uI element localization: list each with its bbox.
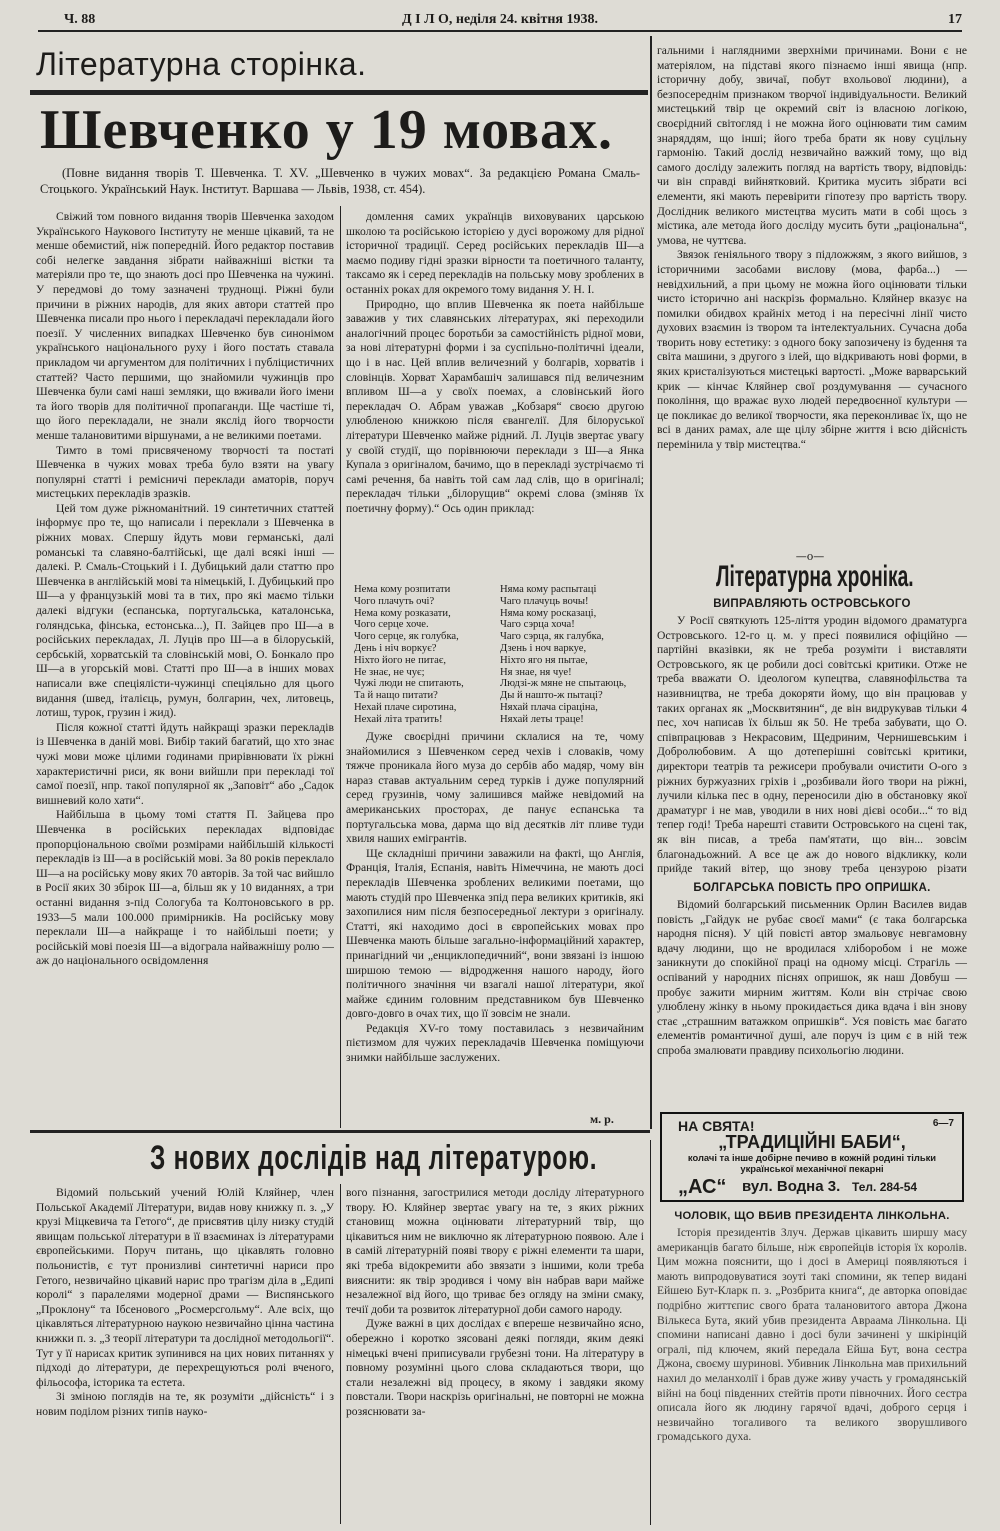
poem-line: Ніхто його не питає, — [354, 654, 447, 666]
paragraph: Відомий польський учений Юлій Кляйнер, член Польської Академії Літератури, видав нову книжку п. з. „У крузі Міцкевича та Гетого“, де присвятив цілу низку студій явищам польської літератури в її взаєминах із літературами європейськими. Поруч питань, що цікавлять головно польонистів, є тут пронизливі синтетичні нариси про Гетого, незвичайно цікавий нарис про трагізм діла в „Едипі королі“ з паралелями модерної драми — Виспянського „Проклону“ та Ібсенового „Росмерсгольму“. Але всіх, що цікавляться літературною наукою незвичайно цінна частина книжки п. з. „З теорії літератури та дослідної методольогії“. Тут у її нарисах критик зупинився на цих нових питаннях у підході до літератури, де перехрещуються ролі вченого, фільософа, історика та естета. — [36, 1186, 334, 1389]
research-column-1 — [36, 1186, 334, 1524]
poem-line: Няхай плача сіраціна, — [500, 701, 598, 713]
poem-belarusian — [496, 584, 642, 726]
poem-ukrainian — [350, 584, 496, 726]
bottom-section-rule — [30, 1130, 650, 1133]
column-divider-bottom-right — [650, 1140, 651, 1525]
column-divider-right — [650, 36, 652, 1129]
lincoln-title: ЧОЛОВІК, ЩО ВБИВ ПРЕЗИДЕНТА ЛІНКОЛЬНА. — [674, 1210, 950, 1222]
ad-address: вул. Водна 3. — [742, 1178, 841, 1195]
poem-line: Нехай плаче сиротина, — [354, 701, 457, 713]
paragraph: Тимто в томі присвяченому творчості та постаті Шевченка в чужих мовах треба було взяти на увагу популярні статті і ремісничі переклади аматорів, поруч мистецьких перекладів зразків. — [36, 443, 334, 501]
chronicle-item-1-text: У Росії святкують 125-ліття уродин відомого драматурга Островського. 12-го ц. м. у пресі появилися офіційно — партійні вказівки, як не треба розуміти і виставляти Островського, як це робили досі совітські критики. Отже не треба вважати О. ідеологом купецтва, славянофільства та називництва, не треба докоряти йому, що він працював у таких органах як „Москвитянин“, де він видрукував тільки 4 пес, хоч написав їх більш як 50. Не треба забувати, що О. співпрацював з Некрасовим, Щедриним, Чернишевським і Добролюбовим. А що дотеперішні совітські критики, директори театрів та режисери пробували очистити О-ого з ріжних буржуазних гріхів і „розбивали його твори на ріжні, лучили кілька пес в одну, переносили дію в обстановку якої драматург і не мав, уводили в них нові дієві особи...“ то від тепер годі! Треба нарешті ставити Островського на сцені так, як він писав, а треба пам'ятати, що він... зовсім благонадьожний. А все це аж до нового відкликку, коли прийде такий вітер, що знову треба цензурою різати — [657, 614, 967, 876]
paragraph: гальними і наглядними зверхніми причинами. Вони є не матеріялом, на підставі якого пізнаємо інші явища (нпр. історичну добу, звичаї, побут вхольової людини), а безпосереднім признаком творчої індивідуальности. Великий мистецький твір це окремий світ із власною логікою, своєрідний світогляд і не можна його оцінювати тим самим знаряддям, що інші; його треба брати як нову суцільну гармонію. Такий дослід незвичайно важкий тому, що від самого досліду залежить погляд на вартість твору, відповідь: чи він справді вийнятковий. Критика мусить зібрати всі елементи, які мають перевірити гіпотезу про вартість твору. Дослідник великого мистецтва мусить мати в собі щось з містика, але метода його досліду мусить бути „раціональна“, умова, не чуттєва. — [657, 44, 967, 247]
ad-description: колачі та інше добірне печиво в кожній родині тільки української механічної пекарні — [687, 1152, 937, 1174]
poem-line: Няма кому росказаці, — [500, 607, 597, 619]
paragraph: Природно, що вплив Шевченка як поета найбільше заважив у тих славянських літературах, які переходили аналогічний процес боротьби за самостійність рідної мови, за нові літературні форми і за суспільно-політичні ідеали, що і в нас. Цей вплив величезний у болгарів, хорватів і словінців. Хорват Харамбашіч залишався під величезним впливом Ш—а у своїх поемах, а словінський його перекладач О. Абрам уважав „Кобзаря“ своєю другою улюбленою книжкою після євангелії. Для білоруської літератури Шевченко майже рідний. Л. Луців звертає увагу у своїй студії, що порівнюючи переклади з Ш—а Янка Купала з оригіналом, бачимо, що в перекладі зустрічаємо ті самі речення, ба навіть той сам лад слів, що в оригіналі; перекладач тільки „білорущив“ окремі слова (зміняв їх поетичну форму).“ Ось один приклад: — [346, 297, 644, 515]
chronicle-title: Літературна хроніка. — [716, 560, 914, 593]
poem-line: День і ніч воркує? — [354, 642, 437, 654]
chronicle-item-2-text: Відомий болгарський письменник Орлин Василев видав повість „Гайдук не рубає своєї мами“ (є така болгарська народня пісня). У цій повісті автор змальовує невгамовну вдачу людини, що не вродилася хліборобом і не може заникнути до спокійної праці на одному місці. Страгіль — оспіваний у народних піснях опришок, як наш Довбуш — пробує зажити мирним життям. Коли він стрічає свою улюблену жінку в ньому прокидається дика вдача і він знову стає „страшним ватажком опришків“. Уся повість має багато елементів романтичної душі, але поруч із цим є в ній теж спроба змалювати правдиву психольогію людини. — [657, 898, 967, 1057]
paragraph: Дуже важні в цих дослідах є впереше незвичайно ясно, обережно і коротко зясовані деякі погляди, яким деякі німецькі вчені приписували грубезні тони. На літературу в повному розумінні цього слова складаються твори, що стали незалежні від процесу, в якому і завдяки якому повстали. Твори наскрізь оригінальні, не повторні не можна розяснювати за- — [346, 1317, 644, 1418]
poem-line: Ды й нашто-ж пытаці? — [500, 690, 603, 702]
article-column-3 — [657, 44, 967, 549]
poem-line: Чого серце, як голубка, — [354, 631, 459, 643]
article-column-2 — [346, 210, 644, 582]
author-signature: м. р. — [590, 1112, 614, 1126]
poem-line: Дзень і ноч варкуе, — [500, 642, 587, 654]
paragraph: домлення самих українців виховуваних царською школою та російською історією у дусі ворожому для рідної історичної традиції. Серед російських перекладів Ш—а маємо подиву гідні зразки вірности та поетичного таланту, таксамо як і серед перекладів на польську мову зроблених в останніх роках для окремого тому видання У. Н. І. — [346, 210, 644, 296]
poem-comparison — [350, 584, 642, 726]
section-title: Літературна сторінка. — [36, 46, 367, 82]
end-mark: —о— — [795, 550, 825, 563]
paragraph: Свіжий том повного видання творів Шевченка заходом Українського Наукового Інституту не менше цікавий, та не менше обемистий, ніж попередній. Його редактор поставив собі нелегке завдання зібрати найважніші вістки та матеріяли про те, що знають досі про Шевченка на чужині. У передмові до тому зазначені труднощі. Ріжні були причини в ріжних народів, для яких автори статтей про Шевченка писали про нього і перекладачі перекладали його поезії. У численних випадках Шевченко був синонімом українського національного руху і його постать ставала прикладом чи аргументом для політичних і публіцистичних статтей? Часто першими, що знайомили чужинців про Шевченка були самі наші земляки, що вживали його імени та його творів для політичної пропаганди. Ще частіше ті, що його перекладали, не знали якслід його творчости менше талановитими віршунами, а не великими поетами. — [36, 210, 334, 442]
poem-line: Нема кому розпитати — [354, 584, 451, 595]
column-divider-left — [340, 206, 341, 1128]
poem-line: Чужі люди не спитають, — [354, 678, 464, 690]
research-column-2 — [346, 1186, 644, 1524]
poem-line: Та й нащо питати? — [354, 690, 438, 702]
research-headline: З нових дослідів над літературою. — [150, 1139, 598, 1177]
chronicle-item-2-title: БОЛГАРСЬКА ПОВІСТЬ ПРО ОПРИШКА. — [693, 882, 931, 894]
section-rule — [30, 90, 648, 95]
poem-line: Няма кому распытаці — [500, 584, 597, 595]
bakery-advertisement — [660, 1112, 964, 1202]
lincoln-text: Історія президентів Злуч. Держав цікавить ширшу масу американців багато більше, ніж європейців історія їх королів. Цим можна пояснити, що і досі в Америці появляються і мають випродовуватися зоуті такі спомини, як тепер видані Ейшею Бут-Кларк п. з. „Розбрита книга“, де авторка оповідає подрібно життєпис свого брата талановитого автора Джона Вількеса Бута, який убив президента Авраама Лінкольна. Ці спомини написані давно і досі були зачинені у шкірінцій огралі, під ключем, який передала Ейша Бут, вона сестра Джона, своєму шуринові. Убивник Лінкольна мав прихильний нахил до меланхолії і брав дуже живу участь у громадянській війні на боці південних стейтів проти півночних. Його сестра описала його як людину гарячої вдачі, доброго серця і незвичайно тогаливого та великого зворушливого громадського духа. — [657, 1226, 967, 1444]
ad-product: „ТРАДИЦІЙНІ БАБИ“, — [718, 1132, 906, 1152]
ad-phone: Тел. 284-54 — [852, 1180, 918, 1194]
paragraph: Звязок ґеніяльного твору з підложжям, з якого вийшов, з історичними засобами вислову (мова, фарба...) — невідхильний, а при цьому не можна його оцінювати тільки чисто історично ані наскрізь формально. Кляйнер вказує на помилки обидвох крайніх метод і на пересічні лінії чисто духових взаємин із твором та інтелектуальних. Сучасна доба творить нову естетику: з одного боку запозичену із будення та світа машини, з другого з ілей, що відкривають нові форми, в яких кристалізуються мистецькі вартості. „Може варварський крик — кінчає Кляйнер свої роздумування — сучасного покоління, що вражає вухо людей передвоєнної культури — це покликає до великої творчости, яка переконливає їх, що не всі в даних рамах, але ще цілу збірне життя і всю дійсність перемінила у твір мистецтва.“ — [657, 248, 967, 452]
chronicle-item-1-title: ВИПРАВЛЯЮТЬ ОСТРОВСЬКОГО — [713, 598, 911, 610]
paragraph: Найбільша в цьому томі стаття П. Зайцева про Шевченка в російських перекладах відповідає пропорціональною своїми розмірами найбільшій кількості перекладів із Ш—а в російській мові. За 80 років переклало Ш—а на російську мову яких 70 авторів. За той час вийшло в Росії яких 30 збірок Ш—а, більш як у 10 виданнях, а три останні видання з-під Сологуба та Колтоновського в рр. 1933—5 мали 100.000 примірників. На російську мову переклали Ш—а найкраще і то найбільші поети; у російській мові поезія Ш—а відограла найважнішу ролю — аж до національного освідомлення — [36, 808, 334, 968]
paragraph: Дуже своєрідні причини склалися на те, чому знайомилися з Шевченком серед чехів і словаків, чому тяжче проникала його муза до сербів або мадяр, чому він нараз ставав актуальним серед турків і дуже популярний серед грузинів, чому залишився майже невідомий на американських просторах, де панує еспанська та португальська мова, дарма що від десятків літ пливе туди хвиля наших емігрантів. — [346, 730, 644, 846]
poem-line: Ня знае, ня чуе! — [500, 666, 572, 678]
paragraph: Цей том дуже ріжноманітний. 19 синтетичних статтей інформує про те, що написали і переклали з Шевченка в ріжних мовах. Спершу йдуть мови германські, далі романські та славяно-балтійські, ще далі всякі інші — далекі. Р. Смаль-Стоцький і І. Дубицький дали статтю про Шевченка в англійській мові та німецькій, І. Дубицький про Ш—а у французькій мові та в тих, про які маємо тільки далекі відгуки (еспанська, португальська, каталонська, голяндська, фінська, естонська...), П. Зайцев про Ш—а в російських перекладах, Л. Луців про Ш—а в білоруській, сербській, хорватській та словінській мові, О. Бонкало про Ш—а в угорській мові. Статті про Ш—а в інших мовах написали вже спеціялісти-чужинці спеціяльно для цього видання (швед, італієць, румун, болгарин, чех, литовець, лотиш, турок, грузин і жид). — [36, 501, 334, 720]
paragraph: вого пізнання, загострилися методи досліду літературного твору. Ю. Кляйнер звертає увагу на те, з яких ріжних становищ можна оцінювати літературний твір, що цікавиться ним не виключно як літературною появою. Але і в самій літературній появі твору є ріжні елементи та шари, які треба відокремити або звязати з іншими, коли треба вияснити: як твір зродився і чому він набрав вари майже незалежної від його, що триває без огляду на зміни смаку, течії доби та розвиток літературної доби самого народу. — [346, 1186, 644, 1316]
poem-line: Няхай леты траце! — [500, 713, 584, 725]
poem-line: Чого серце хоче. — [354, 619, 429, 631]
bibliographic-note: (Повне видання творів Т. Шевченка. Т. XV. „Шевченко в чужих мовах“. За редакцією Романа Смаль-Стоцького. Український Наук. Інститут. Варшава — Львів, 1938, ст. 454). — [40, 166, 640, 196]
ad-dates: 6—7 — [932, 1118, 954, 1129]
paragraph: Редакція XV-го тому поставилась з незвичайним пієтизмом для чужих перекладачів Шевченка поміщуючи знимки найбільше заслужених. — [346, 1021, 644, 1065]
ad-brand: „АС“ — [678, 1176, 727, 1198]
paragraph: Ще складніші причини заважили на факті, що Англія, Франція, Італія, Еспанія, навіть Німеччина, не мають досі перекладів Шевченка зроблених великими поетами, що мають студій про Шевченка зпід пера великих критиків, які захопилися ним після безпосередньої лектури з оригіналу. Статті, які находимо досі в європейських мовах про Шевченка мають більше загально-інформаційний характер, принагідний чи „енциклопедичний“, вони звязані із іншою ширшою темою — відродження нашого народу, його політичного значіння чи взагалі нашої літератури, якої майже єдиним головним представником був Шевченко довго-довго в очах тих, що її зовсім не знали. — [346, 846, 644, 1021]
poem-line: Чого плачуть очі? — [354, 595, 435, 607]
paragraph: Після кожної статті йдуть найкращі зразки перекладів із Шевченка в даній мові. Вибір такий багатий, що хто знає чужі мови може цілими годинами прирівнювати їх ріжні характеристичні риси, як вони вийшли при перекладі тої самої поезії, нпр. такої популярної як „Заповіт“ або „Садок вишневий коло хати“. — [36, 720, 334, 807]
article-column-1 — [36, 210, 334, 1128]
poem-line: Не знає, не чує; — [354, 666, 425, 678]
masthead-date: Д І Л О, неділя 24. квітня 1938. — [402, 12, 598, 27]
poem-line: Нема кому розказати, — [354, 607, 451, 619]
poem-line: Ніхто яго ня пытае, — [500, 654, 588, 666]
page-header — [38, 12, 962, 32]
poem-line: Чаго плачуць вочы! — [500, 595, 589, 607]
poem-line: Чаго сэрца хоча! — [500, 619, 575, 631]
poem-line: Людзі-ж мяне не спытаюць, — [500, 678, 627, 690]
paragraph: Зі зміною поглядів на те, як розуміти „дійсність“ і з новим поділом різних типів науко- — [36, 1390, 334, 1418]
poem-line: Чаго сэрца, як галубка, — [500, 631, 604, 643]
ad-holiday: НА СВЯТА! — [678, 1118, 755, 1134]
page-number-left: Ч. 88 — [64, 12, 96, 27]
poem-line: Нехай літа тратить! — [354, 713, 443, 725]
article-column-2-continued — [346, 730, 644, 1110]
headline: Шевченко у 19 мовах. — [40, 99, 613, 161]
page-number-right: 17 — [948, 12, 962, 27]
column-divider-bottom — [340, 1184, 341, 1524]
